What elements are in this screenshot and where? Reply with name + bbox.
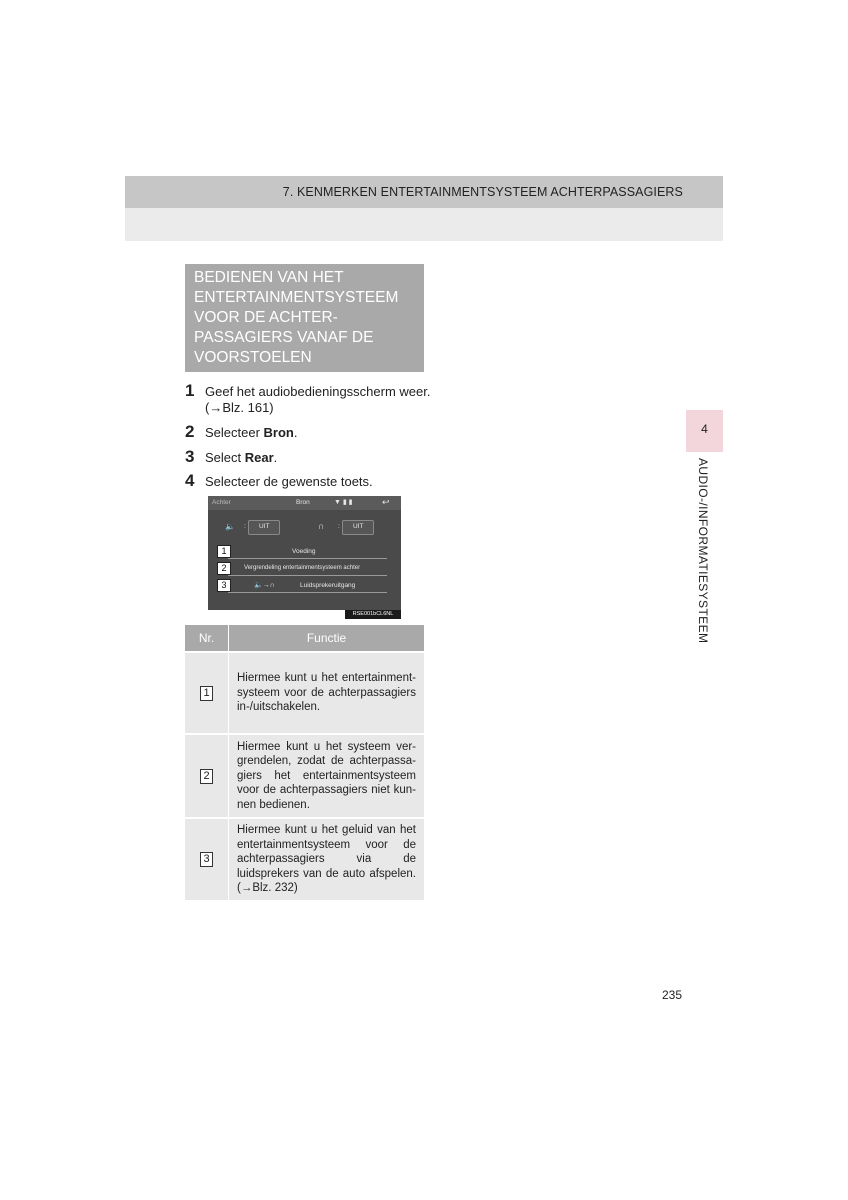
callout-2: 2 [217, 562, 231, 575]
rear-lock-button[interactable] [228, 562, 387, 576]
column-header-function: Functie [229, 625, 425, 652]
step-keyword: Bron [263, 425, 294, 440]
screen-source-button[interactable]: Bron [296, 499, 310, 506]
headphone-toggle-value: UIT [353, 523, 364, 530]
step-text-end: . [273, 450, 278, 465]
headphone-toggle-button[interactable] [342, 520, 374, 535]
row-number-box: 2 [200, 769, 213, 784]
step-keyword: Rear [244, 450, 274, 465]
speaker-toggle-value: UIT [259, 523, 270, 530]
step-text-end: . [293, 425, 298, 440]
section-title-line: VOOR DE ACHTER- [194, 309, 338, 326]
row-number-box: 3 [200, 852, 213, 867]
step-3 [185, 447, 277, 467]
chapter-tab-number: 4 [701, 422, 708, 436]
step-number: 1 [185, 381, 195, 400]
chapter-title: 7. KENMERKEN ENTERTAINMENTSYSTEEM ACHTERPASSAGIERS [282, 185, 683, 199]
function-table [185, 625, 424, 900]
section-title-line: BEDIENEN VAN HET [194, 269, 344, 286]
headphone-icon: ∩ [318, 521, 325, 531]
speaker-icon: 🔈 [225, 522, 235, 531]
column-header-nr: Nr. [185, 625, 229, 652]
speaker-output-label: Luidsprekeruitgang [300, 582, 356, 589]
section-title-line: ENTERTAINMENTSYSTEEM [194, 289, 399, 306]
step-text: Selecteer [205, 425, 264, 440]
row-description: Hiermee kunt u het entertainment-systeem voor de achterpassagiers in-/uitschakelen. [229, 652, 425, 734]
speaker-toggle-button[interactable] [248, 520, 280, 535]
speaker-to-headphone-icon: 🔈→∩ [254, 582, 275, 589]
callout-1: 1 [217, 545, 231, 558]
screen-title: Achter [212, 499, 231, 506]
power-button[interactable] [228, 545, 387, 559]
step-text: Select [205, 450, 245, 465]
signal-icon: ▼ ▮ ▮ [334, 499, 353, 506]
row-description: Hiermee kunt u het geluid van het entertainmentsysteem voor de achterpassagiers via de luidsprekers van de auto afspelen. (→Blz. 232) [229, 818, 425, 900]
back-icon[interactable]: ↩ [382, 497, 390, 507]
table-row [185, 818, 424, 900]
image-code: RSE001bCL6NL [345, 610, 401, 619]
step-1 [185, 381, 430, 401]
chapter-header [125, 176, 723, 208]
power-button-label: Voeding [292, 548, 316, 555]
step-text: Geef het audiobedieningsscherm weer. [205, 384, 431, 399]
chapter-tab[interactable] [686, 410, 723, 452]
step-number: 4 [185, 471, 195, 490]
rear-lock-button-label: Vergrendeling entertainmentsysteem achter [244, 565, 361, 571]
step-text: Selecteer de gewenste toets. [205, 474, 373, 489]
row-description: Hiermee kunt u het systeem ver-grendelen, zodat de achterpassa-giers het entertainmentsysteem voor de achterpassagiers niet kun-nen bedienen. [229, 734, 425, 818]
step-4 [185, 471, 373, 491]
row-number-box: 1 [200, 686, 213, 701]
step-number: 2 [185, 422, 195, 441]
header-band-lower [125, 208, 723, 241]
rear-control-screen: Achter Bron ▼ ▮ ▮ ↩ 🔈 : UIT ∩ : UIT 1 Voeding 2 Vergrendeling entertainmentsysteem achter 3 🔈→∩ Luidsprekeruitgang [208, 496, 401, 610]
callout-3: 3 [217, 579, 231, 592]
section-title-line: VOORSTOELEN [194, 349, 312, 366]
section-title-line: PASSAGIERS VANAF DE [194, 329, 374, 346]
section-title [185, 264, 424, 372]
step-2 [185, 422, 298, 442]
table-row [185, 734, 424, 818]
page-number: 235 [662, 988, 683, 1002]
step-1-reference[interactable]: (→Blz. 161) [205, 400, 274, 415]
speaker-output-button[interactable] [228, 579, 387, 593]
step-number: 3 [185, 447, 195, 466]
chapter-side-label: AUDIO-/INFORMATIESYSTEEM [696, 458, 710, 644]
table-row [185, 652, 424, 734]
